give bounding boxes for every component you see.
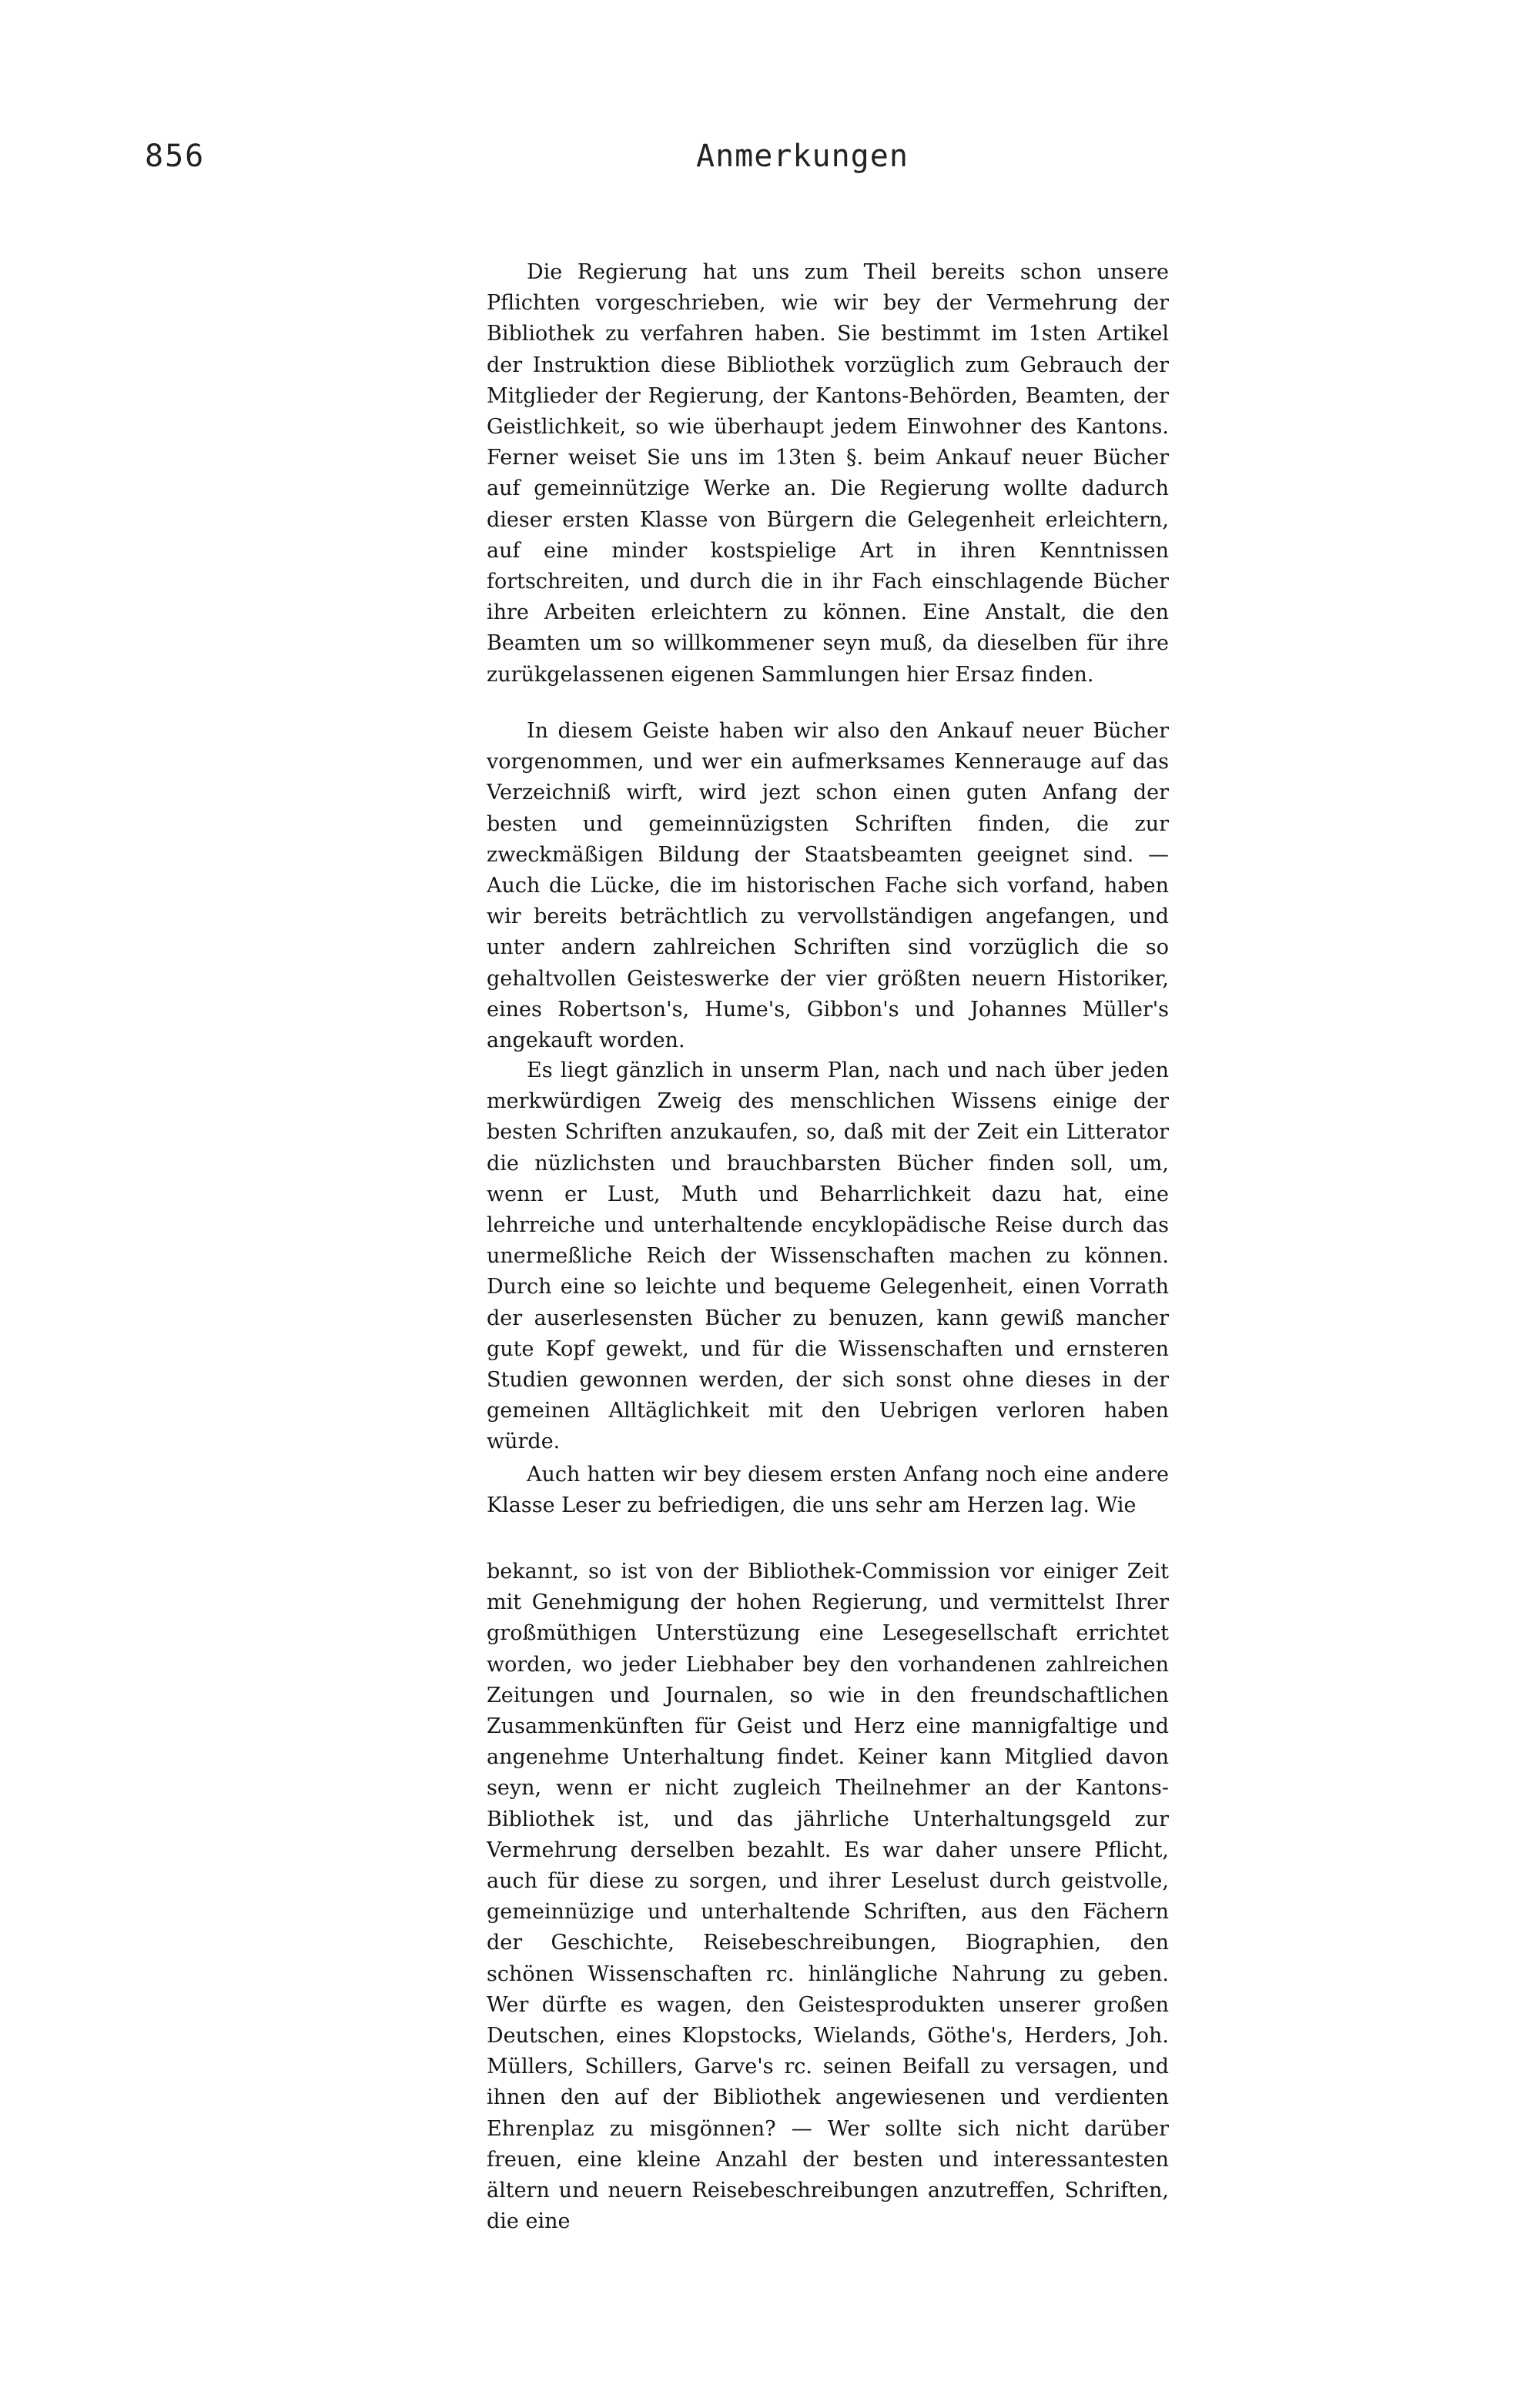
paragraph [487,1055,1169,1458]
paragraph [487,1460,1169,1521]
page-number: 856 [145,139,206,174]
paragraph-text: Es liegt gänzlich in unserm Plan, nach und nach über jeden merkwürdigen Zweig des menschlichen Wissens einige der besten Schriften anzukaufen, so, daß mit der Zeit ein Litterator die nüzlichsten und brauchbarsten Bücher finden soll, um, wenn er Lust, Muth und Beharrlichkeit dazu hat, eine lehrreiche und unterhaltende encyklopädische Reise durch das unermeßliche Reich der Wissenschaften machen zu können. Durch eine so leichte und bequeme Gelegenheit, einen Vorrath der auserlesensten Bücher zu benuzen, kann gewiß mancher gute Kopf gewekt, und für die Wissenschaften und ernsteren Studien gewonnen werden, der sich sonst ohne dieses in der gemeinen Alltäglichkeit mit den Uebrigen verloren haben würde. [487,1059,1169,1454]
paragraph-text: In diesem Geiste haben wir also den Ankauf neuer Bücher vorgenommen, und wer ein aufmerksames Kennerauge auf das Verzeichniß wirft, wird jezt schon einen guten Anfang der besten und gemeinnüzigsten Schriften finden, die zur zweckmäßigen Bildung der Staatsbeamten geeignet sind. — Auch die Lücke, die im historischen Fache sich vorfand, haben wir bereits beträchtlich zu vervollständigen angefangen, und unter andern zahlreichen Schriften sind vorzüglich die so gehaltvollen Geisteswerke der vier größten neuern Historiker, eines Robertson's, Hume's, Gibbon's und Johannes Müller's angekauft worden. [487,719,1169,1053]
paragraph [487,257,1169,691]
paragraph [487,716,1169,1056]
paragraph-text: Auch hatten wir bey diesem ersten Anfang noch eine andere Klasse Leser zu befriedigen, die uns sehr am Herzen lag. Wie [487,1463,1169,1518]
running-head: Anmerkungen [696,139,909,174]
paragraph-text: Die Regierung hat uns zum Theil bereits schon unsere Pflichten vorgeschrieben, wie wir bey der Vermehrung der Bibliothek zu verfahren haben. Sie bestimmt im 1sten Artikel der Instruktion diese Bibliothek vorzüglich zum Gebrauch der Mitglieder der Regierung, der Kantons-Behörden, Beamten, der Geistlichkeit, so wie überhaupt jedem Einwohner des Kantons. Ferner weiset Sie uns im 13ten §. beim Ankauf neuer Bücher auf gemeinnützige Werke an. Die Regierung wollte dadurch dieser ersten Klasse von Bürgern die Gelegenheit erleichtern, auf eine minder kostspielige Art in ihren Kenntnissen fortschreiten, und durch die in ihr Fach einschlagende Bücher ihre Arbeiten erleichtern zu können. Eine Anstalt, die den Beamten um so willkommener seyn muß, da dieselben für ihre zurükgelassenen eigenen Sammlungen hier Ersaz finden. [487,260,1169,687]
paragraph-text: bekannt, so ist von der Bibliothek-Commission vor einiger Zeit mit Genehmigung der hohen Regierung, und vermittelst Ihrer großmüthigen Unterstüzung eine Lesegesellschaft errichtet worden, wo jeder Liebhaber bey den vorhandenen zahlreichen Zeitungen und Journalen, so wie in den freundschaftlichen Zusammenkünften für Geist und Herz eine mannigfaltige und angenehme Unterhaltung findet. Keiner kann Mitglied davon seyn, wenn er nicht zugleich Theilnehmer an der Kantons-Bibliothek ist, und das jährliche Unterhaltungsgeld zur Vermehrung derselben bezahlt. Es war daher unsere Pflicht, auch für diese zu sorgen, und ihrer Leselust durch geistvolle, gemeinnüzige und unterhaltende Schriften, aus den Fächern der Geschichte, Reisebeschreibungen, Biographien, den schönen Wissenschaften rc. hinlängliche Nahrung zu geben. Wer dürfte es wagen, den Geistesprodukten unserer großen Deutschen, eines Klopstocks, Wielands, Göthe's, Herders, Joh. Müllers, Schillers, Garve's rc. seinen Beifall zu versagen, und ihnen den auf der Bibliothek angewiesenen und verdienten Ehrenplaz zu misgönnen? — Wer sollte sich nicht darüber freuen, eine kleine Anzahl der besten und interessantesten ältern und neuern Reisebeschreibungen anzutreffen, Schriften, die eine [487,1560,1169,2234]
paragraph [487,1557,1169,2237]
